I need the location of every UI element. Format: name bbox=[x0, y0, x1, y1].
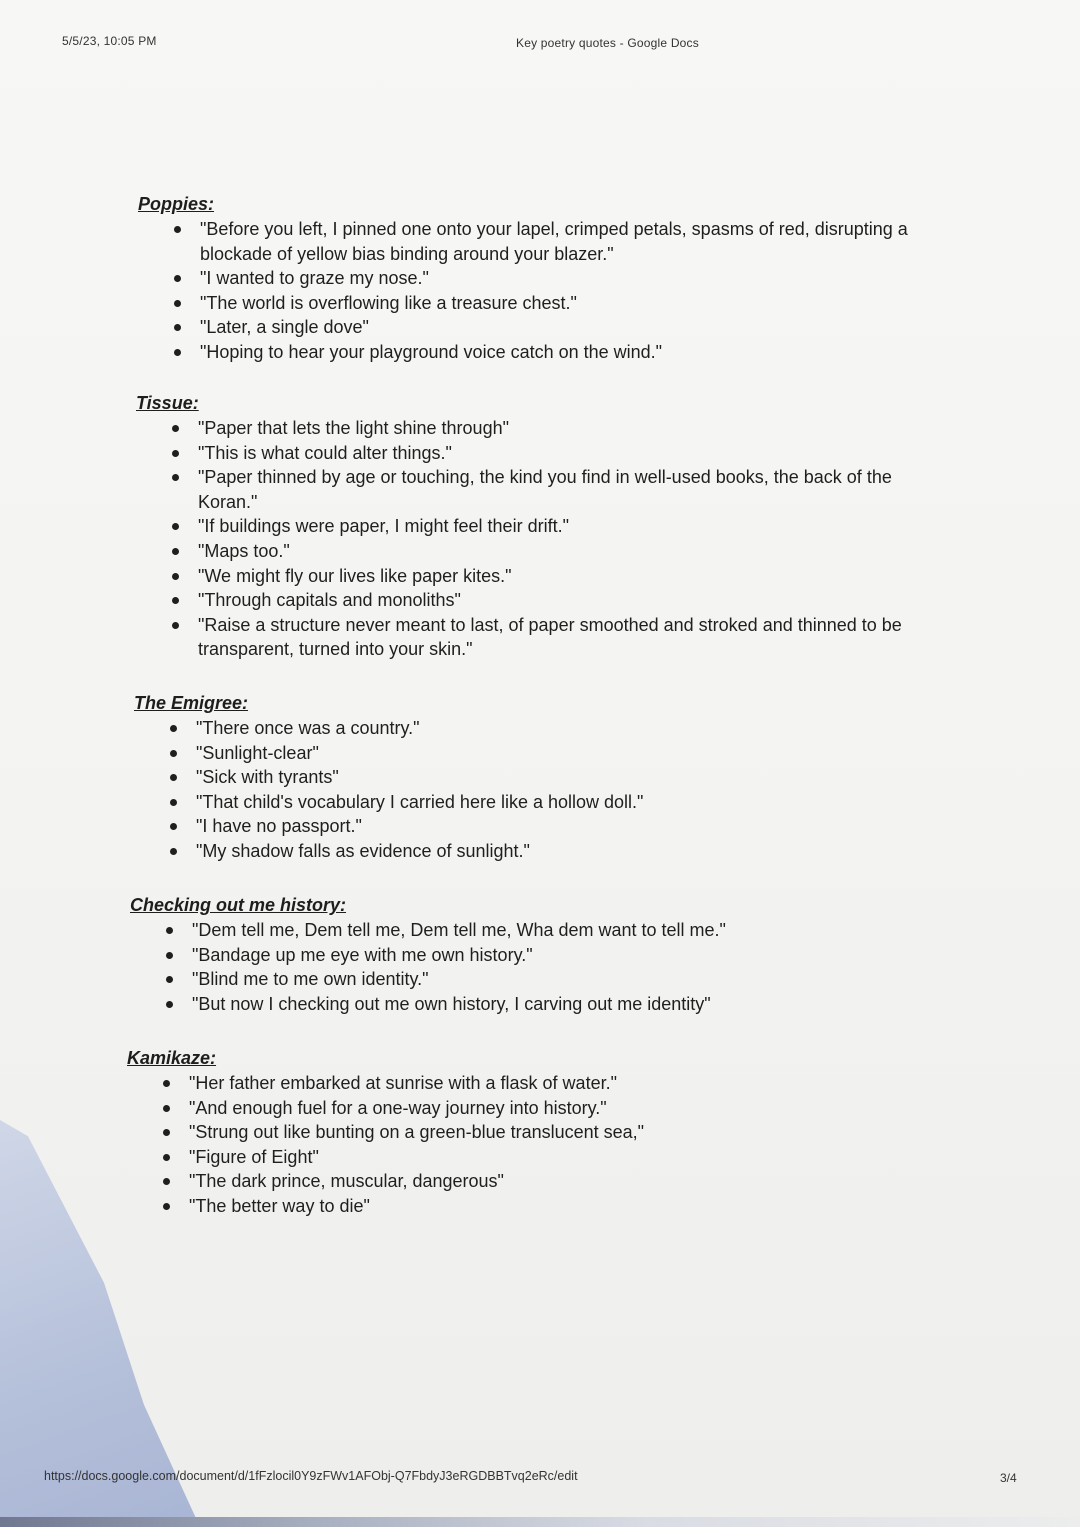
quote-text: "Hoping to hear your playground voice catch on the wind." bbox=[200, 341, 663, 362]
page-edge bbox=[0, 1517, 1080, 1527]
bullet-icon bbox=[163, 1178, 170, 1185]
list-item bbox=[130, 992, 950, 1017]
bullet-icon bbox=[172, 523, 179, 530]
quote-list bbox=[136, 416, 956, 662]
quote-text: "My shadow falls as evidence of sunlight." bbox=[196, 840, 530, 861]
list-item bbox=[138, 340, 958, 365]
bullet-icon bbox=[172, 474, 179, 481]
bullet-icon bbox=[172, 622, 179, 629]
quote-text: "Before you left, I pinned one onto your lapel, crimped petals, spasms of red, disrupting a blockade of yellow bias binding around your blazer." bbox=[200, 219, 908, 264]
quote-text: "Figure of Eight" bbox=[189, 1146, 319, 1167]
bullet-icon bbox=[163, 1203, 170, 1210]
quote-text: "I have no passport." bbox=[196, 816, 362, 837]
bullet-icon bbox=[174, 226, 181, 233]
section-poppies bbox=[138, 193, 958, 365]
bullet-icon bbox=[166, 1001, 173, 1008]
quote-text: "Through capitals and monoliths" bbox=[198, 590, 461, 611]
list-item bbox=[136, 564, 956, 589]
quote-text: "The better way to die" bbox=[189, 1195, 370, 1216]
list-item bbox=[127, 1194, 947, 1219]
quote-text: "Paper that lets the light shine through" bbox=[198, 418, 509, 438]
quote-text: "Sick with tyrants" bbox=[196, 767, 339, 788]
section-heading: Checking out me history: bbox=[130, 895, 347, 915]
bullet-icon bbox=[170, 725, 177, 732]
quote-text: "If buildings were paper, I might feel their drift." bbox=[198, 516, 569, 537]
list-item bbox=[136, 416, 956, 441]
quote-text: "That child's vocabulary I carried here like a hollow doll." bbox=[196, 791, 644, 812]
list-item bbox=[136, 539, 956, 564]
document-title: Key poetry quotes - Google Docs bbox=[516, 36, 699, 50]
document-url: https://docs.google.com/document/d/1fFzlocil0Y9zFWv1AFObj-Q7FbdyJ3eRGDBBTvq2eRc/edit bbox=[44, 1469, 578, 1483]
quote-text: "Later, a single dove" bbox=[200, 317, 369, 338]
quote-text: "We might fly our lives like paper kites." bbox=[198, 565, 512, 586]
print-datetime: 5/5/23, 10:05 PM bbox=[62, 34, 157, 48]
quote-text: "And enough fuel for a one-way journey into history." bbox=[189, 1097, 607, 1118]
list-item bbox=[134, 716, 954, 741]
section-heading: Poppies: bbox=[138, 194, 215, 214]
list-item bbox=[138, 217, 958, 266]
list-item bbox=[130, 918, 950, 943]
bullet-icon bbox=[163, 1154, 170, 1161]
quote-text: "The dark prince, muscular, dangerous" bbox=[189, 1171, 504, 1192]
bullet-icon bbox=[172, 425, 179, 432]
bullet-icon bbox=[163, 1129, 170, 1136]
list-item bbox=[136, 514, 956, 539]
list-item bbox=[130, 943, 950, 968]
quote-list bbox=[130, 918, 950, 1016]
list-item bbox=[136, 465, 956, 514]
list-item bbox=[134, 790, 954, 815]
quote-list bbox=[127, 1071, 947, 1219]
quote-text: "Sunlight-clear" bbox=[196, 742, 319, 763]
list-item bbox=[136, 588, 956, 613]
bullet-icon bbox=[172, 548, 179, 555]
quote-list bbox=[134, 716, 954, 864]
quote-text: "Her father embarked at sunrise with a flask of water." bbox=[189, 1073, 617, 1093]
section-the-emigree bbox=[134, 692, 954, 864]
section-checking-out-me-history bbox=[130, 894, 950, 1016]
bullet-icon bbox=[174, 275, 181, 282]
quote-text: "The world is overflowing like a treasure chest." bbox=[200, 292, 577, 313]
quote-text: "Strung out like bunting on a green-blue translucent sea," bbox=[189, 1122, 645, 1143]
list-item bbox=[127, 1120, 947, 1145]
list-item bbox=[134, 765, 954, 790]
quote-text: "But now I checking out me own history, I carving out me identity" bbox=[192, 993, 711, 1014]
bullet-icon bbox=[170, 848, 177, 855]
bullet-icon bbox=[170, 750, 177, 757]
bullet-icon bbox=[174, 324, 181, 331]
quote-text: "Blind me to me own identity." bbox=[192, 969, 429, 990]
bullet-icon bbox=[170, 774, 177, 781]
quote-text: "This is what could alter things." bbox=[198, 442, 452, 463]
bullet-icon bbox=[166, 927, 173, 934]
quote-text: "Raise a structure never meant to last, of paper smoothed and stroked and thinned to be transparent, turned into your skin." bbox=[198, 614, 902, 660]
list-item bbox=[134, 839, 954, 864]
section-tissue bbox=[136, 392, 956, 662]
quote-text: "Dem tell me, Dem tell me, Dem tell me, Wha dem want to tell me." bbox=[192, 920, 726, 940]
list-item bbox=[136, 613, 956, 662]
page-number: 3/4 bbox=[1000, 1471, 1017, 1485]
list-item bbox=[127, 1071, 947, 1096]
list-item bbox=[138, 291, 958, 316]
quote-list bbox=[138, 217, 958, 365]
bullet-icon bbox=[172, 450, 179, 457]
quote-text: "Bandage up me eye with me own history." bbox=[192, 944, 533, 965]
list-item bbox=[136, 441, 956, 466]
section-heading: The Emigree: bbox=[134, 693, 249, 713]
bullet-icon bbox=[170, 823, 177, 830]
list-item bbox=[127, 1145, 947, 1170]
list-item bbox=[134, 741, 954, 766]
bullet-icon bbox=[172, 597, 179, 604]
section-kamikaze bbox=[127, 1047, 947, 1219]
bullet-icon bbox=[174, 300, 181, 307]
bullet-icon bbox=[174, 349, 181, 356]
list-item bbox=[127, 1096, 947, 1121]
section-heading: Tissue: bbox=[136, 393, 199, 413]
quote-text: "There once was a country." bbox=[196, 718, 420, 738]
list-item bbox=[138, 315, 958, 340]
bullet-icon bbox=[172, 573, 179, 580]
bullet-icon bbox=[166, 952, 173, 959]
quote-text: "Paper thinned by age or touching, the kind you find in well-used books, the back of the Koran." bbox=[198, 467, 892, 512]
list-item bbox=[127, 1169, 947, 1194]
bullet-icon bbox=[163, 1105, 170, 1112]
quote-text: "Maps too." bbox=[198, 540, 290, 561]
bullet-icon bbox=[166, 976, 173, 983]
list-item bbox=[130, 967, 950, 992]
list-item bbox=[134, 814, 954, 839]
list-item bbox=[138, 266, 958, 291]
section-heading: Kamikaze: bbox=[127, 1048, 217, 1068]
quote-text: "I wanted to graze my nose." bbox=[200, 268, 429, 289]
bullet-icon bbox=[170, 799, 177, 806]
bullet-icon bbox=[163, 1080, 170, 1087]
